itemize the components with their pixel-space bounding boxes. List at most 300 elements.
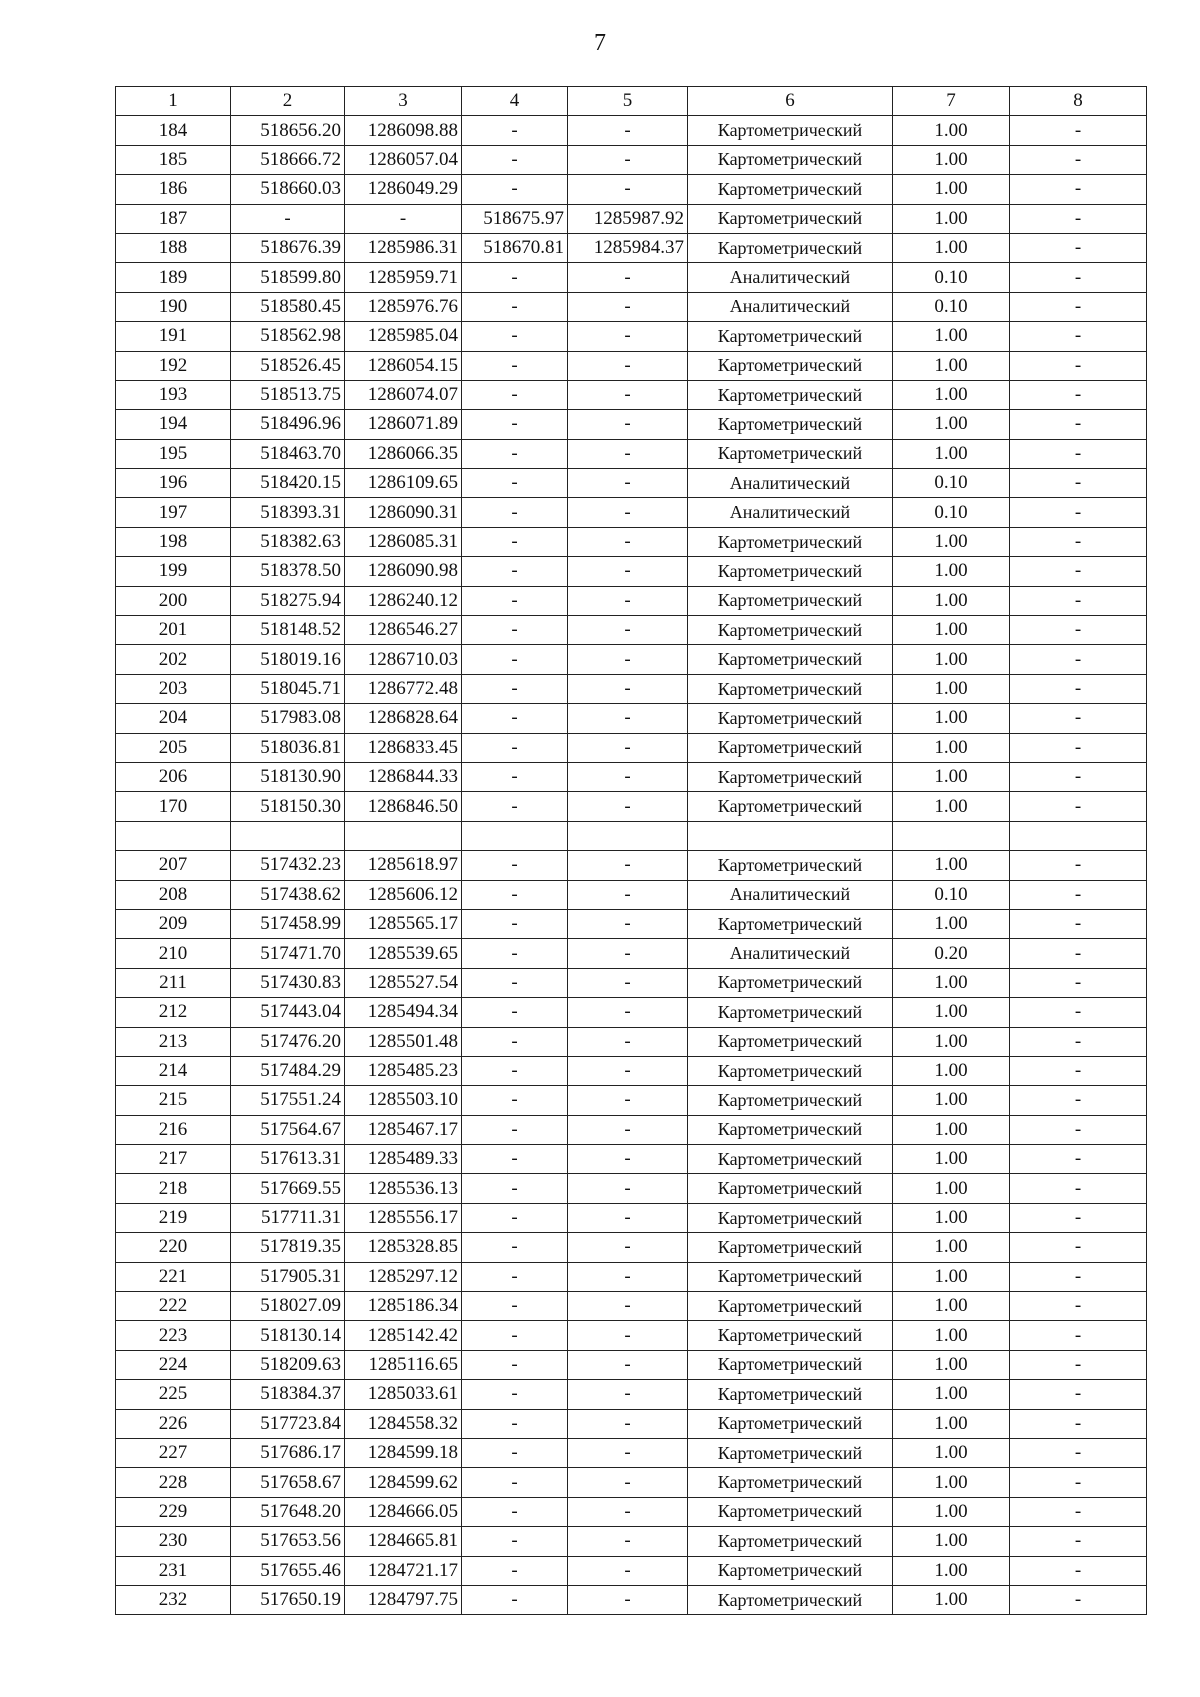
table-cell-col-4: - bbox=[462, 1292, 568, 1321]
table-cell-col-7: 1.00 bbox=[893, 204, 1010, 233]
table-cell-col-8: - bbox=[1010, 645, 1147, 674]
table-cell-col-1: 220 bbox=[116, 1233, 231, 1262]
table-cell-col-7: 1.00 bbox=[893, 998, 1010, 1027]
table-cell-col-4: - bbox=[462, 1380, 568, 1409]
table-cell-col-8: - bbox=[1010, 1585, 1147, 1614]
table-cell-col-8: - bbox=[1010, 1145, 1147, 1174]
table-cell-col-5: - bbox=[568, 322, 688, 351]
table-cell-col-8: - bbox=[1010, 1233, 1147, 1262]
table-cell-col-1: 201 bbox=[116, 616, 231, 645]
table-row bbox=[116, 645, 1147, 674]
table-row bbox=[116, 1409, 1147, 1438]
table-cell-col-1: 184 bbox=[116, 116, 231, 145]
table-cell-col-5: - bbox=[568, 851, 688, 880]
table-cell-col-5: - bbox=[568, 175, 688, 204]
table-cell-col-1: 205 bbox=[116, 733, 231, 762]
table-cell-col-4: 518670.81 bbox=[462, 233, 568, 262]
table-cell-col-4: - bbox=[462, 292, 568, 321]
table-row bbox=[116, 792, 1147, 821]
table-cell-col-3: 1286240.12 bbox=[345, 586, 462, 615]
table-cell-col-6: Картометрический bbox=[688, 322, 893, 351]
table-cell-col-7: 1.00 bbox=[893, 1556, 1010, 1585]
table-cell-col-2: 518656.20 bbox=[231, 116, 345, 145]
table-row bbox=[116, 1556, 1147, 1585]
table-cell-col-8: - bbox=[1010, 1115, 1147, 1144]
table-cell-col-2: 517711.31 bbox=[231, 1203, 345, 1232]
table-cell-col-2: 517658.67 bbox=[231, 1468, 345, 1497]
table-cell-col-3: 1285536.13 bbox=[345, 1174, 462, 1203]
table-cell-col-3: 1285186.34 bbox=[345, 1292, 462, 1321]
table-cell-col-8: - bbox=[1010, 880, 1147, 909]
table-cell-col-1: 225 bbox=[116, 1380, 231, 1409]
column-header: 6 bbox=[688, 87, 893, 116]
table-cell-col-2: 517484.29 bbox=[231, 1056, 345, 1085]
table-cell-col-7: 0.10 bbox=[893, 292, 1010, 321]
table-cell-col-8: - bbox=[1010, 1174, 1147, 1203]
table-cell-col-2: 518027.09 bbox=[231, 1292, 345, 1321]
table-cell-col-1: 187 bbox=[116, 204, 231, 233]
table-cell-col-6: Картометрический bbox=[688, 1174, 893, 1203]
table-cell-col-1: 214 bbox=[116, 1056, 231, 1085]
table-cell-col-7: 1.00 bbox=[893, 1380, 1010, 1409]
table-cell-col-4: - bbox=[462, 939, 568, 968]
table-cell-col-5: - bbox=[568, 1027, 688, 1056]
table-cell-col-1: 203 bbox=[116, 674, 231, 703]
table-cell-col-6: Картометрический bbox=[688, 439, 893, 468]
table-row bbox=[116, 939, 1147, 968]
table-cell-col-7: 1.00 bbox=[893, 1585, 1010, 1614]
table-cell-col-6: Картометрический bbox=[688, 1292, 893, 1321]
table-cell-col-6: Картометрический bbox=[688, 1556, 893, 1585]
table-cell-col-8: - bbox=[1010, 586, 1147, 615]
table-cell-col-4: - bbox=[462, 909, 568, 938]
table-row bbox=[116, 439, 1147, 468]
table-row bbox=[116, 322, 1147, 351]
table-cell-col-2: 518599.80 bbox=[231, 263, 345, 292]
table-cell-col-2: 518420.15 bbox=[231, 469, 345, 498]
table-cell-col-2: 517458.99 bbox=[231, 909, 345, 938]
table-row bbox=[116, 1086, 1147, 1115]
table-cell-col-6: Картометрический bbox=[688, 1115, 893, 1144]
table-cell-col-5: - bbox=[568, 410, 688, 439]
table-cell-col-2: 518666.72 bbox=[231, 145, 345, 174]
table-cell-col-6: Картометрический bbox=[688, 1086, 893, 1115]
table-cell-col-5: - bbox=[568, 1380, 688, 1409]
column-header: 8 bbox=[1010, 87, 1147, 116]
table-cell-col-7: 1.00 bbox=[893, 792, 1010, 821]
table-row bbox=[116, 380, 1147, 409]
table-row bbox=[116, 586, 1147, 615]
table-row bbox=[116, 233, 1147, 262]
table-cell-col-2: 518384.37 bbox=[231, 1380, 345, 1409]
table-cell-col-6: Аналитический bbox=[688, 880, 893, 909]
table-cell-col-6: Картометрический bbox=[688, 410, 893, 439]
table-cell-col-2: 517564.67 bbox=[231, 1115, 345, 1144]
table-cell-col-1: 217 bbox=[116, 1145, 231, 1174]
table-row bbox=[116, 1027, 1147, 1056]
table-cell-col-6: Картометрический bbox=[688, 586, 893, 615]
table-cell-col-7: 0.10 bbox=[893, 469, 1010, 498]
table-cell-col-4: - bbox=[462, 1556, 568, 1585]
table-cell-col-7: 0.10 bbox=[893, 880, 1010, 909]
table-cell-col-8: - bbox=[1010, 909, 1147, 938]
table-cell-col-2: 518463.70 bbox=[231, 439, 345, 468]
table-cell-col-6: Картометрический bbox=[688, 1350, 893, 1379]
table-cell-col-6: Картометрический bbox=[688, 1233, 893, 1262]
table-cell-col-5: - bbox=[568, 292, 688, 321]
table-cell-col-3: 1285527.54 bbox=[345, 968, 462, 997]
table-cell-col-7: 1.00 bbox=[893, 116, 1010, 145]
table-cell-col-3: 1284599.62 bbox=[345, 1468, 462, 1497]
table-cell-col-5: - bbox=[568, 1438, 688, 1467]
table-cell-col-6: Картометрический bbox=[688, 645, 893, 674]
table-cell-col-8: - bbox=[1010, 1556, 1147, 1585]
table-cell-col-1: 231 bbox=[116, 1556, 231, 1585]
column-header: 7 bbox=[893, 87, 1010, 116]
table-cell-col-4: - bbox=[462, 263, 568, 292]
table-cell-col-4: - bbox=[462, 439, 568, 468]
table-row bbox=[116, 1585, 1147, 1614]
table-cell-col-3: 1285959.71 bbox=[345, 263, 462, 292]
table-cell-col-1: 193 bbox=[116, 380, 231, 409]
table-cell-col-1: 216 bbox=[116, 1115, 231, 1144]
table-cell-col-7: 1.00 bbox=[893, 1145, 1010, 1174]
table-cell-col-7: 1.00 bbox=[893, 380, 1010, 409]
table-cell-col-2: 517655.46 bbox=[231, 1556, 345, 1585]
table-cell-col-4: - bbox=[462, 1409, 568, 1438]
table-cell-col-4: - bbox=[462, 1585, 568, 1614]
table-cell-col-3: 1286054.15 bbox=[345, 351, 462, 380]
table-row bbox=[116, 1145, 1147, 1174]
table-cell-col-1: 199 bbox=[116, 557, 231, 586]
table-cell-col-1: 228 bbox=[116, 1468, 231, 1497]
table-cell-col-6: Картометрический bbox=[688, 1203, 893, 1232]
table-cell-col-1: 200 bbox=[116, 586, 231, 615]
table-cell-col-5: - bbox=[568, 880, 688, 909]
table-cell-col-2: 518130.14 bbox=[231, 1321, 345, 1350]
table-cell-col-5: - bbox=[568, 469, 688, 498]
table-cell-col-5: - bbox=[568, 1233, 688, 1262]
table-cell-col-6: Картометрический bbox=[688, 733, 893, 762]
table-cell-col-8: - bbox=[1010, 116, 1147, 145]
table-body bbox=[116, 116, 1147, 1615]
table-cell-col-2: 517723.84 bbox=[231, 1409, 345, 1438]
table-row bbox=[116, 1262, 1147, 1291]
table-cell-col-3: 1285976.76 bbox=[345, 292, 462, 321]
table-cell-col-3: 1286833.45 bbox=[345, 733, 462, 762]
table-cell-col-7: 1.00 bbox=[893, 733, 1010, 762]
table-cell-col-3: 1284797.75 bbox=[345, 1585, 462, 1614]
table-cell-col-7: 1.00 bbox=[893, 1174, 1010, 1203]
table-cell-col-7: 1.00 bbox=[893, 322, 1010, 351]
table-cell-col-3: 1285494.34 bbox=[345, 998, 462, 1027]
table-cell-col-3: 1285503.10 bbox=[345, 1086, 462, 1115]
table-cell-col-2: 518676.39 bbox=[231, 233, 345, 262]
table-cell-col-4: - bbox=[462, 380, 568, 409]
table-cell-col-2: 518562.98 bbox=[231, 322, 345, 351]
table-cell-col-5: - bbox=[568, 557, 688, 586]
table-cell-col-5: - bbox=[568, 733, 688, 762]
table-cell-col-3: 1286074.07 bbox=[345, 380, 462, 409]
table-cell-col-3: - bbox=[345, 204, 462, 233]
table-cell-col-3: 1285606.12 bbox=[345, 880, 462, 909]
table-row bbox=[116, 1497, 1147, 1526]
table-cell-col-8: - bbox=[1010, 939, 1147, 968]
table-row bbox=[116, 469, 1147, 498]
table-cell-col-2: 517669.55 bbox=[231, 1174, 345, 1203]
table-cell-col-4: - bbox=[462, 1203, 568, 1232]
table-cell-col-1: 186 bbox=[116, 175, 231, 204]
table-cell-col-7: 1.00 bbox=[893, 586, 1010, 615]
table-row bbox=[116, 1203, 1147, 1232]
table-cell-col-1: 222 bbox=[116, 1292, 231, 1321]
table-cell-col-2: 517650.19 bbox=[231, 1585, 345, 1614]
table-cell-col-2: 518045.71 bbox=[231, 674, 345, 703]
table-cell-col-1: 224 bbox=[116, 1350, 231, 1379]
table-cell-col-4: - bbox=[462, 1086, 568, 1115]
table-cell-col-8: - bbox=[1010, 674, 1147, 703]
table-cell-col-8: - bbox=[1010, 469, 1147, 498]
table-cell-col-8: - bbox=[1010, 1292, 1147, 1321]
table-row bbox=[116, 145, 1147, 174]
table-cell-col-7: 0.20 bbox=[893, 939, 1010, 968]
table-cell-col-4: - bbox=[462, 880, 568, 909]
table-cell-col-5: - bbox=[568, 380, 688, 409]
table-cell-col-6: Картометрический bbox=[688, 851, 893, 880]
table-row bbox=[116, 557, 1147, 586]
table-cell-col-8: - bbox=[1010, 204, 1147, 233]
table-cell-col-6: Картометрический bbox=[688, 204, 893, 233]
table-cell-col-7: 1.00 bbox=[893, 1527, 1010, 1556]
table-cell-col-6: Картометрический bbox=[688, 1585, 893, 1614]
table-cell-col-5: 1285984.37 bbox=[568, 233, 688, 262]
table-cell-col-3: 1284558.32 bbox=[345, 1409, 462, 1438]
table-cell-col-1: 227 bbox=[116, 1438, 231, 1467]
table-cell-col-1: 190 bbox=[116, 292, 231, 321]
table-cell-col-2: 517905.31 bbox=[231, 1262, 345, 1291]
table-cell-col-2: 518526.45 bbox=[231, 351, 345, 380]
table-cell-col-6: Картометрический bbox=[688, 909, 893, 938]
table-cell-col-8 bbox=[1010, 821, 1147, 850]
table-row bbox=[116, 968, 1147, 997]
table-cell-col-4: - bbox=[462, 1350, 568, 1379]
table-cell-col-5: - bbox=[568, 1497, 688, 1526]
table-cell-col-2: 517432.23 bbox=[231, 851, 345, 880]
table-cell-col-1: 202 bbox=[116, 645, 231, 674]
table-cell-col-6: Аналитический bbox=[688, 263, 893, 292]
table-cell-col-4: - bbox=[462, 616, 568, 645]
table-cell-col-7: 1.00 bbox=[893, 674, 1010, 703]
table-row bbox=[116, 1468, 1147, 1497]
table-cell-col-8: - bbox=[1010, 145, 1147, 174]
table-cell-col-7: 1.00 bbox=[893, 233, 1010, 262]
table-cell-col-1: 191 bbox=[116, 322, 231, 351]
table-cell-col-2: 518378.50 bbox=[231, 557, 345, 586]
table-cell-col-4: - bbox=[462, 1115, 568, 1144]
table-cell-col-3: 1286066.35 bbox=[345, 439, 462, 468]
table-cell-col-3: 1285489.33 bbox=[345, 1145, 462, 1174]
table-cell-col-1: 206 bbox=[116, 762, 231, 791]
table-cell-col-2: 517613.31 bbox=[231, 1145, 345, 1174]
table-cell-col-7: 1.00 bbox=[893, 645, 1010, 674]
table-cell-col-3: 1284599.18 bbox=[345, 1438, 462, 1467]
table-row bbox=[116, 498, 1147, 527]
table-cell-col-4: - bbox=[462, 145, 568, 174]
table-cell-col-3: 1286710.03 bbox=[345, 645, 462, 674]
table-cell-col-5: - bbox=[568, 116, 688, 145]
table-cell-col-7: 1.00 bbox=[893, 557, 1010, 586]
table-cell-col-1: 195 bbox=[116, 439, 231, 468]
table-cell-col-8: - bbox=[1010, 1527, 1147, 1556]
table-cell-col-8: - bbox=[1010, 1468, 1147, 1497]
table-row bbox=[116, 998, 1147, 1027]
table-cell-col-7: 1.00 bbox=[893, 1438, 1010, 1467]
table-cell-col-5: - bbox=[568, 1321, 688, 1350]
table-cell-col-8: - bbox=[1010, 175, 1147, 204]
table-cell-col-6: Аналитический bbox=[688, 292, 893, 321]
table-cell-col-5: - bbox=[568, 1262, 688, 1291]
table-cell-col-1: 197 bbox=[116, 498, 231, 527]
table-cell-col-7: 0.10 bbox=[893, 498, 1010, 527]
table-cell-col-8: - bbox=[1010, 1203, 1147, 1232]
table-cell-col-1: 208 bbox=[116, 880, 231, 909]
table-cell-col-3: 1285297.12 bbox=[345, 1262, 462, 1291]
table-cell-col-8: - bbox=[1010, 410, 1147, 439]
table-cell-col-4: - bbox=[462, 792, 568, 821]
table-cell-col-1: 211 bbox=[116, 968, 231, 997]
table-cell-col-4: - bbox=[462, 1468, 568, 1497]
table-cell-col-8: - bbox=[1010, 704, 1147, 733]
table-cell-col-8: - bbox=[1010, 1380, 1147, 1409]
table-cell-col-3: 1286071.89 bbox=[345, 410, 462, 439]
table-cell-col-3: 1286772.48 bbox=[345, 674, 462, 703]
table-cell-col-7: 1.00 bbox=[893, 851, 1010, 880]
table-cell-col-5: - bbox=[568, 1203, 688, 1232]
table-cell-col-2: 518148.52 bbox=[231, 616, 345, 645]
table-cell-col-5: - bbox=[568, 1174, 688, 1203]
table-cell-col-8: - bbox=[1010, 557, 1147, 586]
table-cell-col-7: 1.00 bbox=[893, 968, 1010, 997]
table-cell-col-4: - bbox=[462, 498, 568, 527]
table-cell-col-2: 518209.63 bbox=[231, 1350, 345, 1379]
table-cell-col-3: 1286057.04 bbox=[345, 145, 462, 174]
table-cell-col-3: 1284666.05 bbox=[345, 1497, 462, 1526]
table-cell-col-3: 1284665.81 bbox=[345, 1527, 462, 1556]
table-cell-col-6: Картометрический bbox=[688, 527, 893, 556]
table-cell-col-5: - bbox=[568, 674, 688, 703]
table-cell-col-1: 185 bbox=[116, 145, 231, 174]
table-cell-col-8: - bbox=[1010, 968, 1147, 997]
table-cell-col-3: 1285485.23 bbox=[345, 1056, 462, 1085]
table-cell-col-7: 1.00 bbox=[893, 1292, 1010, 1321]
table-cell-col-5: - bbox=[568, 1556, 688, 1585]
table-cell-col-1: 218 bbox=[116, 1174, 231, 1203]
table-cell-col-5: - bbox=[568, 1115, 688, 1144]
table-cell-col-2: 517438.62 bbox=[231, 880, 345, 909]
table-cell-col-6: Картометрический bbox=[688, 116, 893, 145]
table-cell-col-3 bbox=[345, 821, 462, 850]
table-cell-col-4: - bbox=[462, 762, 568, 791]
table-cell-col-2: 517648.20 bbox=[231, 1497, 345, 1526]
table-cell-col-4: - bbox=[462, 704, 568, 733]
table-cell-col-1: 221 bbox=[116, 1262, 231, 1291]
table-cell-col-1: 226 bbox=[116, 1409, 231, 1438]
column-header: 5 bbox=[568, 87, 688, 116]
table-cell-col-3: 1285501.48 bbox=[345, 1027, 462, 1056]
table-cell-col-8: - bbox=[1010, 439, 1147, 468]
table-cell-col-6: Картометрический bbox=[688, 998, 893, 1027]
table-cell-col-4: - bbox=[462, 1438, 568, 1467]
table-row bbox=[116, 1233, 1147, 1262]
table-cell-col-6: Картометрический bbox=[688, 1468, 893, 1497]
table-cell-col-5: - bbox=[568, 616, 688, 645]
table-cell-col-3: 1286049.29 bbox=[345, 175, 462, 204]
table-cell-col-4: - bbox=[462, 116, 568, 145]
table-cell-col-7 bbox=[893, 821, 1010, 850]
table-cell-col-4: - bbox=[462, 586, 568, 615]
table-cell-col-1: 188 bbox=[116, 233, 231, 262]
table-cell-col-3: 1285467.17 bbox=[345, 1115, 462, 1144]
table-cell-col-1: 209 bbox=[116, 909, 231, 938]
table-cell-col-4: - bbox=[462, 1027, 568, 1056]
table-cell-col-5: - bbox=[568, 792, 688, 821]
table-cell-col-5: - bbox=[568, 527, 688, 556]
table-cell-col-6: Картометрический bbox=[688, 175, 893, 204]
table-cell-col-5: - bbox=[568, 1056, 688, 1085]
table-cell-col-5: - bbox=[568, 704, 688, 733]
table-cell-col-2: 518513.75 bbox=[231, 380, 345, 409]
table-cell-col-1: 192 bbox=[116, 351, 231, 380]
table-cell-col-6: Картометрический bbox=[688, 704, 893, 733]
table-cell-col-7: 1.00 bbox=[893, 1086, 1010, 1115]
table-cell-col-7: 1.00 bbox=[893, 762, 1010, 791]
table-row bbox=[116, 762, 1147, 791]
table-cell-col-1: 230 bbox=[116, 1527, 231, 1556]
coordinates-table bbox=[115, 86, 1147, 1615]
table-cell-col-5: - bbox=[568, 1468, 688, 1497]
table-cell-col-3: 1286098.88 bbox=[345, 116, 462, 145]
table-cell-col-6: Картометрический bbox=[688, 351, 893, 380]
table-cell-col-2: 518382.63 bbox=[231, 527, 345, 556]
table-cell-col-2: 517819.35 bbox=[231, 1233, 345, 1262]
table-cell-col-4: - bbox=[462, 1056, 568, 1085]
table-row bbox=[116, 909, 1147, 938]
table-cell-col-6: Картометрический bbox=[688, 1409, 893, 1438]
table-cell-col-2: 517551.24 bbox=[231, 1086, 345, 1115]
table-cell-col-7: 1.00 bbox=[893, 410, 1010, 439]
table-cell-col-6: Картометрический bbox=[688, 1056, 893, 1085]
table-cell-col-7: 1.00 bbox=[893, 1233, 1010, 1262]
table-cell-col-4: - bbox=[462, 851, 568, 880]
table-cell-col-7: 1.00 bbox=[893, 1203, 1010, 1232]
table-cell-col-7: 1.00 bbox=[893, 527, 1010, 556]
table-row bbox=[116, 527, 1147, 556]
table-cell-col-7: 1.00 bbox=[893, 175, 1010, 204]
table-cell-col-6: Картометрический bbox=[688, 233, 893, 262]
table-cell-col-5: - bbox=[568, 1527, 688, 1556]
table-cell-col-7: 1.00 bbox=[893, 1027, 1010, 1056]
table-cell-col-6 bbox=[688, 821, 893, 850]
table-cell-col-1: 232 bbox=[116, 1585, 231, 1614]
table-cell-col-3: 1285986.31 bbox=[345, 233, 462, 262]
table-header-row bbox=[116, 87, 1147, 116]
table-row bbox=[116, 880, 1147, 909]
table-cell-col-5: - bbox=[568, 1409, 688, 1438]
table-cell-col-5: - bbox=[568, 1585, 688, 1614]
table-cell-col-3: 1286090.31 bbox=[345, 498, 462, 527]
table-cell-col-8: - bbox=[1010, 1086, 1147, 1115]
table-cell-col-5: - bbox=[568, 909, 688, 938]
